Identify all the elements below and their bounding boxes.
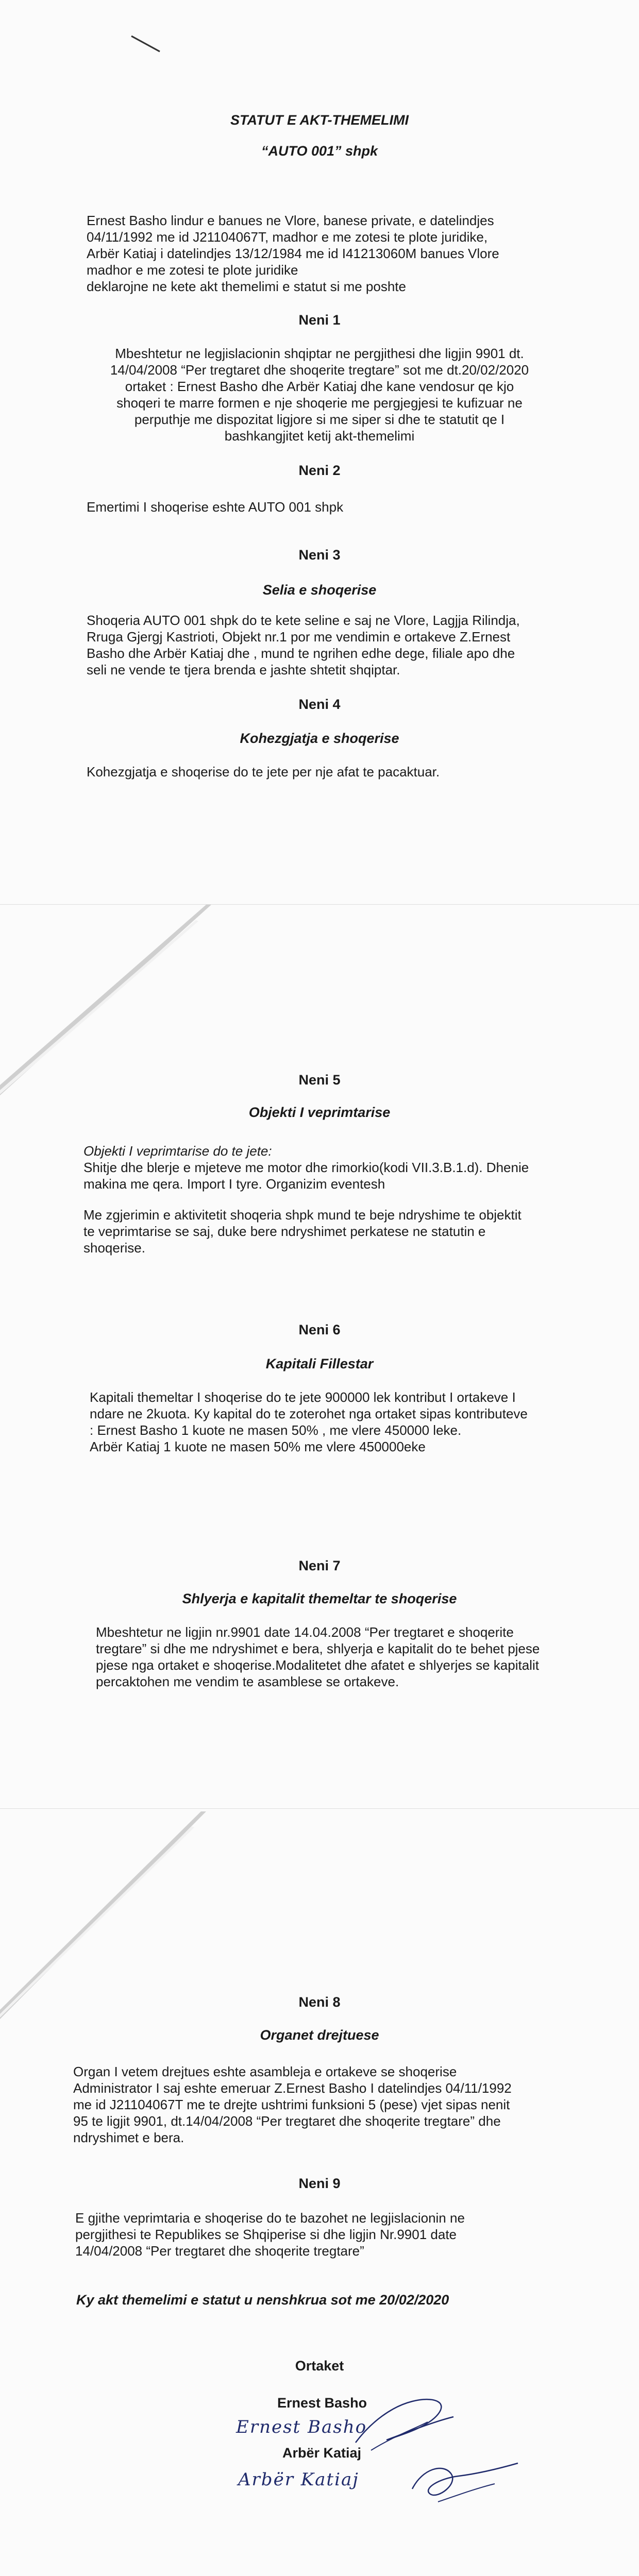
article-line: Mbeshtetur ne legjislacionin shqiptar ne pergjithesi dhe ligjin 9901 dt. bbox=[115, 346, 524, 361]
article-1-text bbox=[82, 345, 557, 444]
article-8-subheading: Organet drejtuese bbox=[260, 2027, 379, 2043]
article-line: shoqeri te marre formen e nje shoqerie me pergjegjesi te kufizuar ne bbox=[116, 395, 523, 411]
document-page-2 bbox=[0, 904, 639, 1809]
document-page-1 bbox=[0, 0, 639, 904]
partner-2-signature bbox=[402, 2453, 526, 2515]
article-7-text bbox=[96, 1624, 591, 1690]
article-line: ortaket : Ernest Basho dhe Arbër Katiaj dhe kane vendosur qe kjo bbox=[125, 379, 514, 394]
company-name: “AUTO 001” shpk bbox=[261, 143, 378, 159]
article-7-heading: Neni 7 bbox=[298, 1558, 341, 1573]
article-8-text bbox=[73, 2063, 588, 2146]
article-line: makina me qera. Import I tyre. Organizim eventesh bbox=[83, 1176, 385, 1192]
article-line: 95 te ligjit 9901, dt.14/04/2008 “Per tregtaret dhe shoqerite tregtare” dhe bbox=[73, 2113, 501, 2129]
article-5-heading: Neni 5 bbox=[298, 1072, 341, 1088]
intro-line: deklarojne ne kete akt themelimi e statut si me poshte bbox=[87, 279, 406, 294]
intro-line: Arbër Katiaj i datelindjes 13/12/1984 me id I41213060M banues Vlore bbox=[87, 246, 499, 261]
article-line: pjese nga ortaket e shoqerise.Modalitetet dhe afatet e shlyerjes se kapitalit bbox=[96, 1657, 539, 1673]
article-line: Kapitali themeltar I shoqerise do te jete 900000 lek kontribut I ortakeve I bbox=[90, 1389, 516, 1405]
article-line: Basho dhe Arbër Katiaj dhe , mund te ngrihen edhe dege, filiale apo dhe bbox=[87, 646, 515, 661]
article-line: tregtare” si dhe me ndryshimet e bera, shlyerja e kapitalit do te behet pjese bbox=[96, 1641, 540, 1656]
article-9-heading: Neni 9 bbox=[298, 2176, 341, 2191]
article-line: pergjithesi te Republikes se Shqiperise si dhe ligjin Nr.9901 date bbox=[75, 2227, 457, 2242]
paper-fold-shadow bbox=[0, 1809, 216, 2025]
intro-line: madhor e me zotesi te plote juridike bbox=[87, 262, 298, 278]
article-line: Kohezgjatja e shoqerise do te jete per nje afat te pacaktuar. bbox=[87, 764, 440, 779]
article-2-text bbox=[87, 499, 581, 515]
article-9-text bbox=[75, 2210, 591, 2259]
article-line: ndryshimet e bera. bbox=[73, 2130, 184, 2145]
article-line: Shitje dhe blerje e mjeteve me motor dhe rimorkio(kodi VII.3.B.1.d). Dhenie bbox=[83, 1160, 529, 1175]
article-line: shoqerise. bbox=[83, 1240, 145, 1256]
article-5-subheading: Objekti I veprimtarise bbox=[248, 1105, 391, 1120]
article-1-heading: Neni 1 bbox=[298, 312, 341, 328]
article-line: Shoqeria AUTO 001 shpk do te kete seline e saj ne Vlore, Lagjja Rilindja, bbox=[87, 613, 520, 628]
paper-fold-shadow bbox=[0, 905, 216, 1121]
partner-1-handwritten-name: Ernest Basho bbox=[236, 2417, 367, 2437]
article-line: Arbër Katiaj 1 kuote ne masen 50% me vlere 450000eke bbox=[90, 1439, 426, 1454]
article-line: ndare ne 2kuota. Ky kapital do te zoterohet nga ortaket sipas kontributeve bbox=[90, 1406, 528, 1421]
article-line: : Ernest Basho 1 kuote ne masen 50% , me vlere 450000 leke. bbox=[90, 1422, 462, 1438]
article-line: me id J21104067T me te drejte ushtrimi funksioni 5 (pese) vjet sipas nenit bbox=[73, 2097, 510, 2112]
partner-2-name: Arbër Katiaj bbox=[282, 2445, 362, 2461]
article-line: 14/04/2008 “Per tregtaret dhe shoqerite tregtare” bbox=[75, 2243, 364, 2259]
article-line: perputhje me dispozitat ligjore si me siper si dhe te statutit qe I bbox=[134, 412, 505, 427]
article-line: Rruga Gjergj Kastrioti, Objekt nr.1 por me vendimin e ortakeve Z.Ernest bbox=[87, 629, 511, 645]
partner-1-signature bbox=[350, 2386, 464, 2458]
document-title: STATUT E AKT-THEMELIMI bbox=[230, 112, 409, 128]
article-6-heading: Neni 6 bbox=[298, 1322, 341, 1337]
article-4-text bbox=[87, 764, 581, 780]
partner-2-handwritten-name: Arbër Katiaj bbox=[238, 2469, 359, 2490]
intro-paragraph bbox=[87, 212, 581, 295]
partner-1-name: Ernest Basho bbox=[277, 2395, 367, 2411]
article-line: Me zgjerimin e aktivitetit shoqeria shpk mund te beje ndryshime te objektit bbox=[83, 1207, 522, 1223]
article-3-text bbox=[87, 612, 581, 678]
article-6-subheading: Kapitali Fillestar bbox=[265, 1356, 374, 1371]
article-3-subheading: Selia e shoqerise bbox=[262, 582, 377, 598]
article-line bbox=[83, 1192, 588, 1207]
article-6-text bbox=[90, 1389, 584, 1455]
closing-statement: Ky akt themelimi e statut u nenshkrua sot me 20/02/2020 bbox=[76, 2292, 449, 2308]
article-5-text bbox=[83, 1143, 588, 1256]
document-page-3 bbox=[0, 1808, 639, 2576]
article-4-heading: Neni 4 bbox=[298, 697, 341, 712]
article-line: E gjithe veprimtaria e shoqerise do te bazohet ne legjislacionin ne bbox=[75, 2210, 465, 2226]
scan-mark bbox=[0, 0, 639, 103]
article-line: 14/04/2008 “Per tregtaret dhe shoqerite tregtare” sot me dt.20/02/2020 bbox=[110, 362, 529, 378]
article-line: Administrator I saj eshte emeruar Z.Ernest Basho I datelindjes 04/11/1992 bbox=[73, 2080, 512, 2096]
article-2-heading: Neni 2 bbox=[298, 463, 341, 478]
article-line: Emertimi I shoqerise eshte AUTO 001 shpk bbox=[87, 499, 344, 515]
intro-line: 04/11/1992 me id J21104067T, madhor e me zotesi te plote juridike, bbox=[87, 229, 488, 245]
intro-line: Ernest Basho lindur e banues ne Vlore, banese private, e datelindjes bbox=[87, 213, 494, 228]
article-line: Mbeshtetur ne ligjin nr.9901 date 14.04.2008 “Per tregtaret e shoqerite bbox=[96, 1624, 514, 1640]
article-line: te veprimtarise se saj, duke bere ndryshimet perkatese ne statutin e bbox=[83, 1224, 486, 1239]
article-8-heading: Neni 8 bbox=[298, 1994, 341, 2010]
article-4-subheading: Kohezgjatja e shoqerise bbox=[240, 731, 399, 746]
article-line: Organ I vetem drejtues eshte asambleja e ortakeve se shoqerise bbox=[73, 2064, 457, 2079]
article-3-heading: Neni 3 bbox=[298, 547, 341, 563]
article-line: percaktohen me vendim te asamblese se ortakeve. bbox=[96, 1674, 399, 1689]
article-7-subheading: Shlyerja e kapitalit themeltar te shoqerise bbox=[182, 1591, 457, 1606]
article-line: bashkangjitet ketij akt-themelimi bbox=[224, 428, 415, 444]
article-line: seli ne vende te tjera brenda e jashte shtetit shqiptar. bbox=[87, 662, 400, 677]
article-line: Objekti I veprimtarise do te jete: bbox=[83, 1143, 272, 1159]
signatures-label: Ortaket bbox=[295, 2358, 344, 2374]
